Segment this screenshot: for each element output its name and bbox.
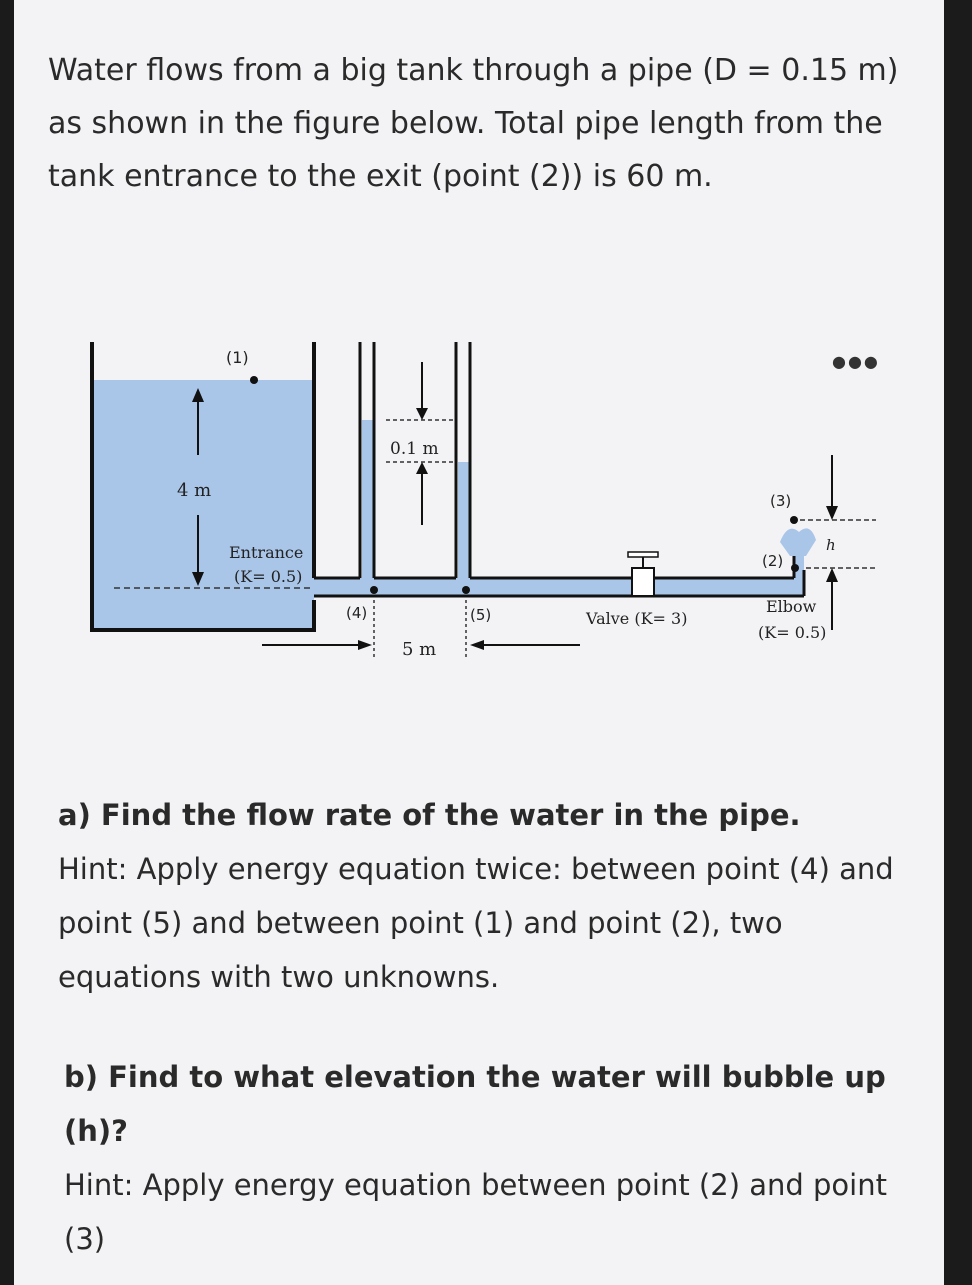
elbow-label: Elbow [766, 597, 817, 616]
h-label: h [826, 536, 836, 554]
tank-water [92, 380, 314, 630]
part-b-hint: Hint: Apply energy equation between point (2) and point (3) [64, 1168, 887, 1256]
problem-statement: Water flows from a big tank through a pipe (D = 0.15 m) as shown in the figure below. Total pipe length from the tank entrance to the exit (point (2)) is 60 m. [48, 53, 899, 194]
part-a-title: a) Find the flow rate of the water in the pipe. [58, 798, 801, 832]
part-b-title: b) Find to what elevation the water will bubble up [64, 1060, 886, 1094]
point-2-label: (2) [762, 552, 784, 570]
part-b [64, 1050, 924, 1266]
point-3-label: (3) [770, 492, 792, 510]
entrance-k-label: (K= 0.5) [234, 567, 303, 586]
valve-label: Valve (K= 3) [586, 609, 688, 628]
manometer-diff-label: 0.1 m [390, 439, 439, 459]
elbow-k-label: (K= 0.5) [758, 623, 827, 642]
tank-height-label: 4 m [177, 480, 212, 501]
water-jet [780, 528, 816, 556]
point-1-marker [250, 376, 258, 384]
pipe-flow-diagram [14, 0, 944, 700]
part-a-hint: Hint: Apply energy equation twice: between point (4) and point (5) and between point (1) and point (2), two equations with two unknowns. [58, 852, 894, 994]
more-options-icon[interactable]: ●●● [832, 352, 880, 371]
point-1-label: (1) [226, 348, 249, 367]
valve-body [632, 568, 654, 596]
part-a [58, 788, 918, 1004]
pipe-water [314, 578, 804, 596]
document-page [14, 0, 944, 1285]
part-b-variable: (h)? [64, 1114, 128, 1148]
entrance-label: Entrance [229, 543, 304, 562]
spacing-label: 5 m [402, 639, 437, 660]
point-5-label: (5) [470, 606, 492, 624]
point-4-label: (4) [346, 604, 368, 622]
